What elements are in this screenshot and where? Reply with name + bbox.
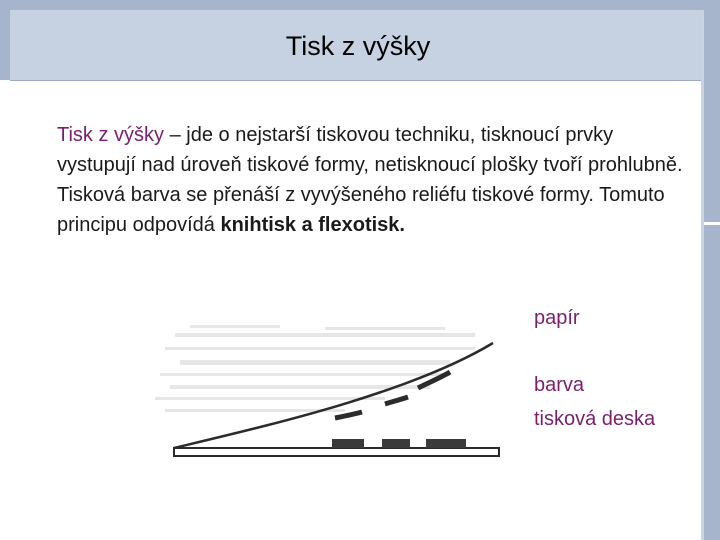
paper-curve (174, 343, 493, 448)
frame-top-border (0, 0, 720, 10)
paragraph-text: – jde o nejstarší tiskovou techniku, tisknoucí prvky vystupují nad úroveň tiskové formy, netisknoucí plošky tvoří prohlubně. Tisková barva se přenáší z vyvýšeného reliéfu tiskové formy. Tomuto principu odpovídá (57, 124, 683, 236)
label-paper: papír (534, 307, 580, 329)
relief-printing-diagram (150, 305, 530, 490)
relief-element (426, 439, 466, 448)
printing-plate (174, 448, 499, 456)
slide-title: Tisk z výšky (285, 31, 431, 61)
scan-texture (155, 325, 475, 412)
relief-element (332, 439, 364, 448)
frame-right-notch (704, 222, 720, 225)
paragraph-bold-text: knihtisk a flexotisk. (220, 214, 405, 236)
ink-on-paper (335, 412, 362, 418)
term-highlight: Tisk z výšky (57, 124, 165, 146)
ink-on-paper (385, 397, 408, 404)
relief-element (382, 439, 410, 448)
body-paragraph (57, 120, 697, 240)
frame-right-border (704, 0, 720, 540)
label-plate: tisková deska (534, 408, 656, 430)
label-ink: barva (534, 374, 585, 396)
